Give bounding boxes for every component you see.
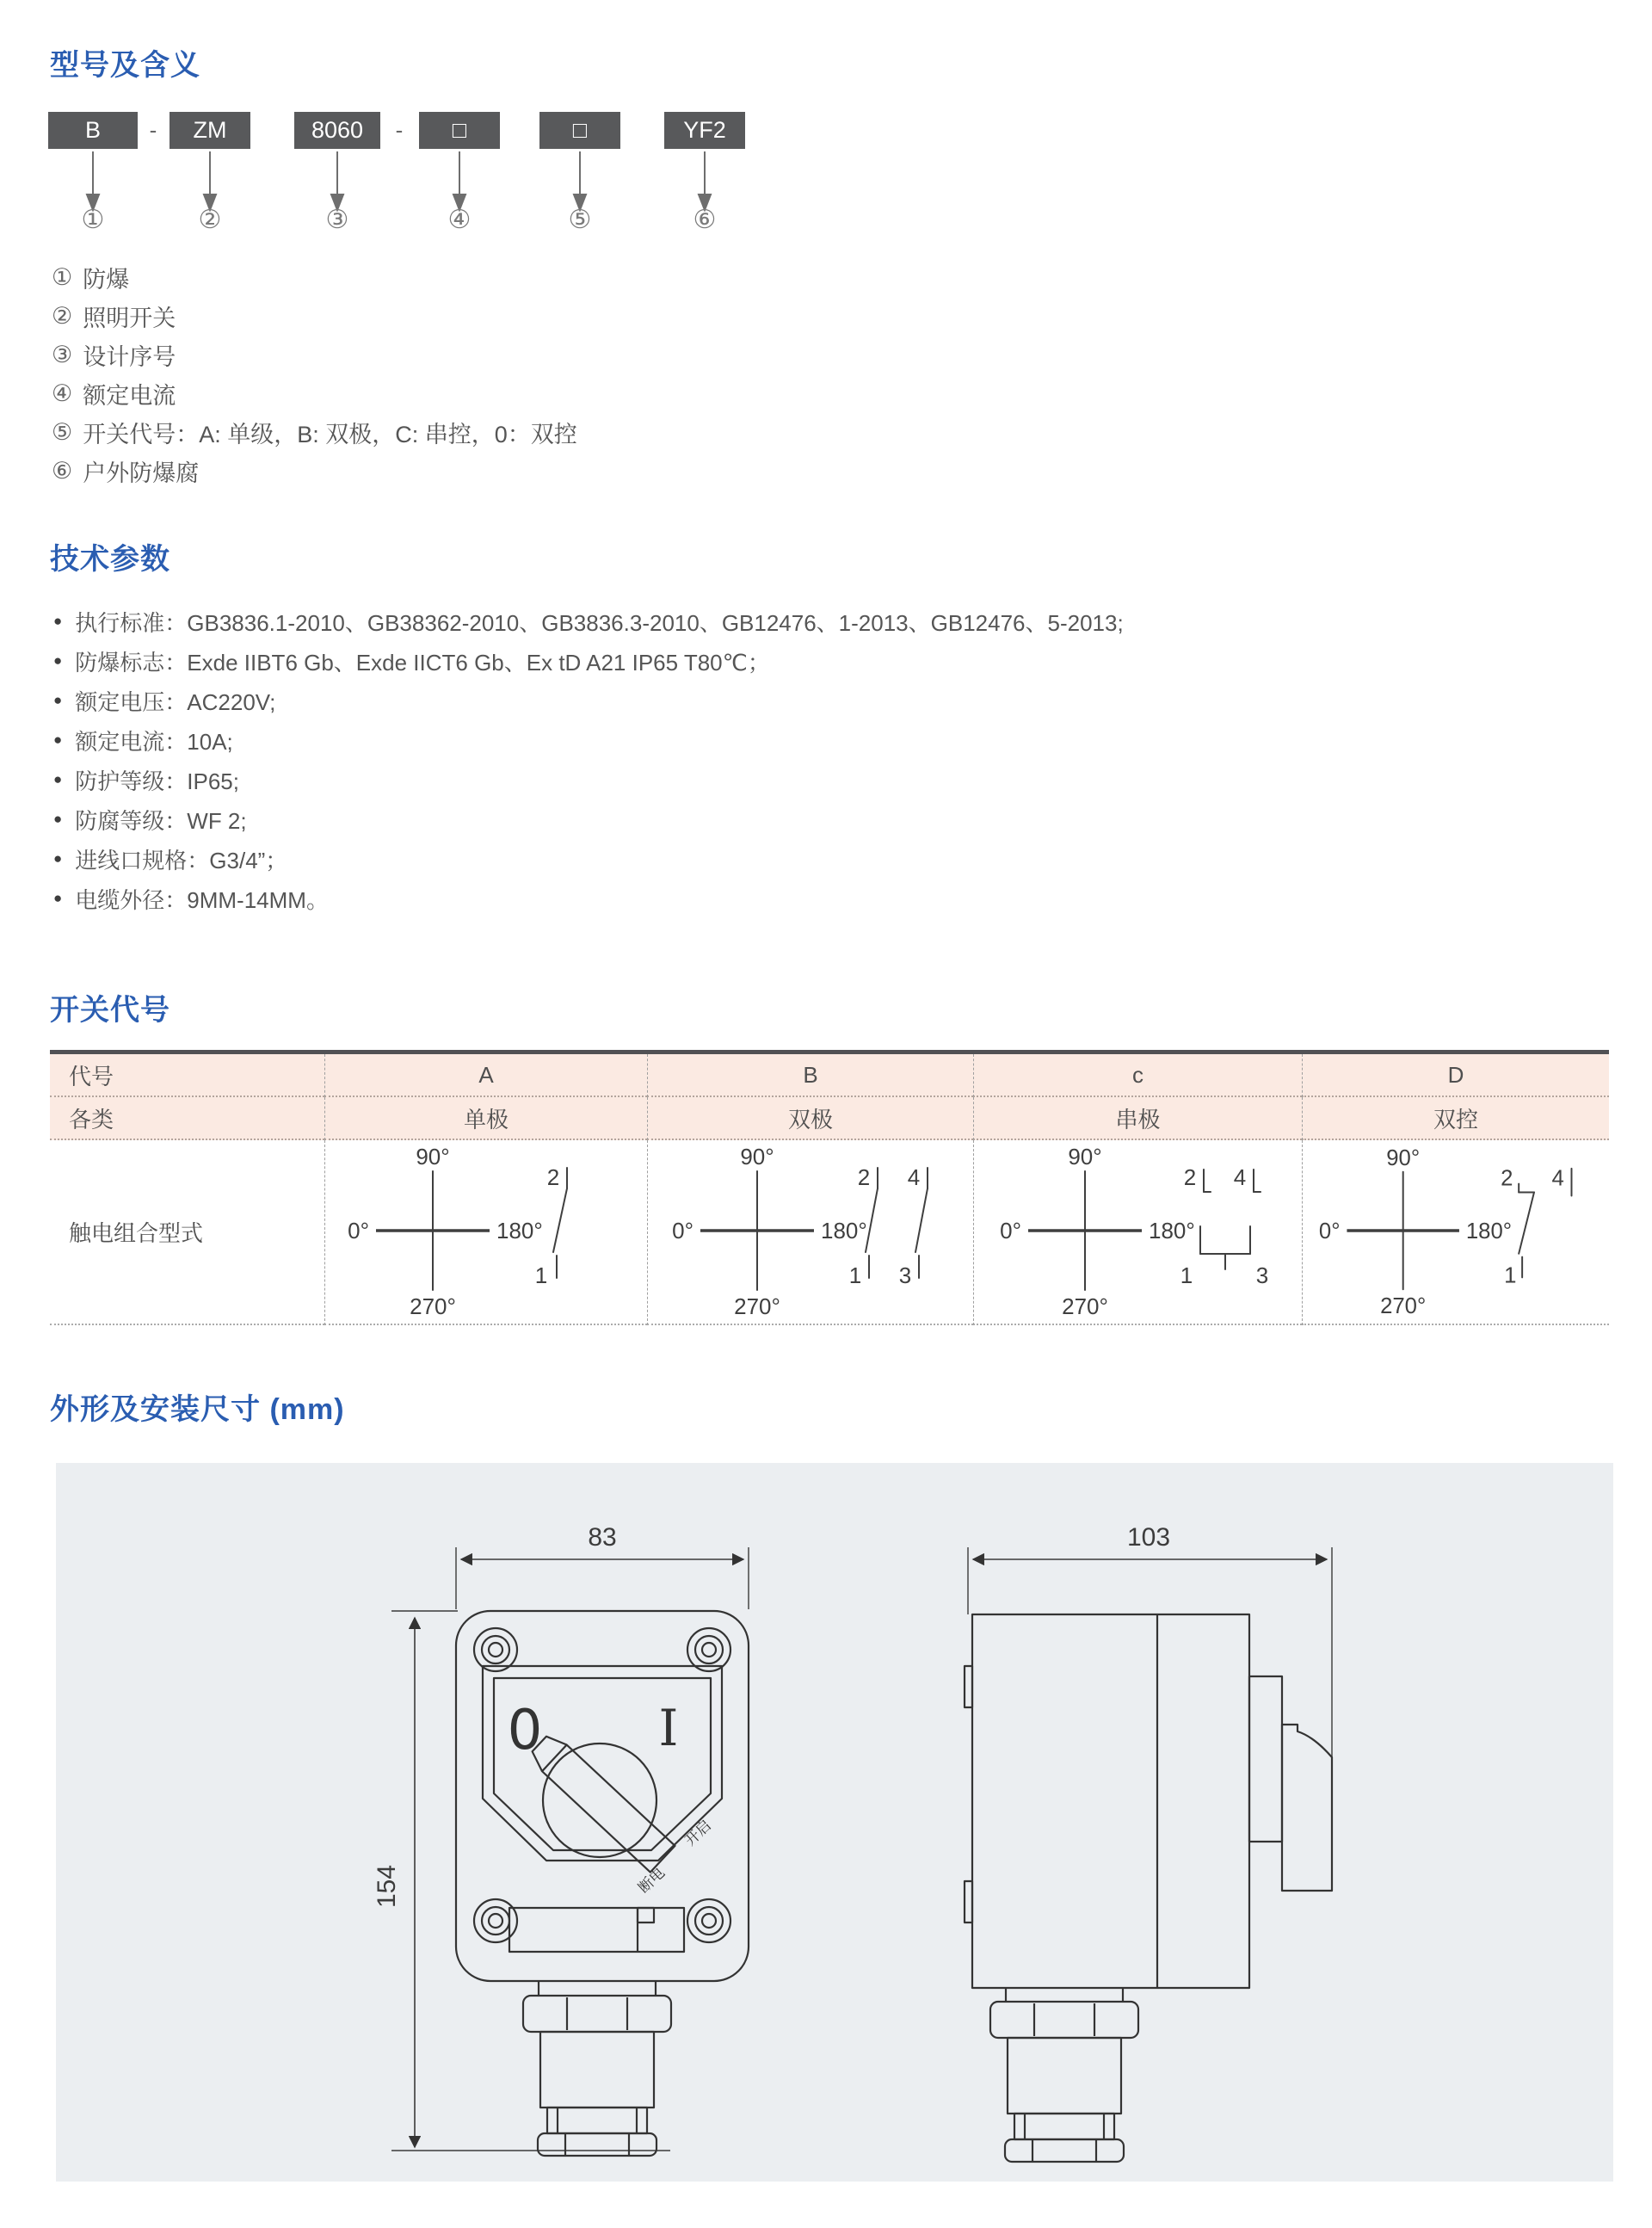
model-box-4: □ [419,112,500,149]
bullet-icon: ● [53,652,63,669]
knob-hub-side [1249,1676,1282,1842]
side-width-dim: 103 [1126,1523,1171,1552]
compass-270: 270° [1380,1293,1427,1318]
model-item-text: 额定电流 [83,383,176,409]
bullet-icon: ● [53,692,63,708]
knob-label-off: 断电 [635,1864,669,1897]
compass-180: 180° [821,1218,867,1244]
contact-terminal: 3 [1255,1262,1268,1288]
switch-code-table [50,1050,1609,1325]
compass-90: 90° [1067,1144,1102,1170]
tech-bullet-3 [53,683,275,718]
model-box-2: ZM [170,112,250,149]
model-item-2 [52,297,176,336]
callout-2: ② [198,206,222,234]
mount-tab [965,1666,972,1707]
compass-180: 180° [1148,1218,1195,1244]
compass-270: 270° [410,1293,456,1319]
contact-diagram-a [324,1140,647,1325]
contact-diagram-c [973,1140,1302,1325]
table-header-c: c [973,1054,1302,1097]
table-type-label: 各类 [50,1097,324,1140]
compass-180: 180° [1465,1219,1513,1244]
contact-terminal: 4 [907,1164,921,1190]
contact-diagram-b [647,1140,973,1325]
front-width-dim: 83 [588,1523,617,1552]
side-view [965,1523,1332,2162]
table-diagram-label: 触电组合型式 [50,1140,324,1325]
callout-5: ⑤ [568,206,592,234]
corner-screw-icon [687,1899,730,1942]
section-title-switch: 开关代号 [50,994,170,1027]
tech-bullet-8 [53,881,329,916]
front-view [373,1523,749,2156]
tech-bullet-text: 防腐等级：WF 2; [75,807,247,834]
tech-bullet-1 [53,604,1124,639]
model-item-num: ① [52,264,73,290]
model-item-num: ⑥ [52,458,73,484]
corner-screw-icon [687,1628,730,1671]
contact-terminal: 1 [1504,1263,1517,1288]
model-item-num: ③ [52,342,73,367]
name-plate [509,1908,684,1952]
down-arrow-icons [0,151,774,212]
tech-bullet-2 [53,644,770,678]
contact-terminal: 1 [534,1262,548,1288]
compass-0: 0° [348,1218,369,1244]
contact-terminal: 1 [848,1262,862,1288]
table-type-d: 双控 [1302,1097,1609,1140]
model-dash-1: - [149,117,157,143]
rotary-knob-icon [543,1744,656,1857]
contact-terminal: 2 [857,1164,871,1190]
model-item-text: 户外防爆腐 [83,460,200,486]
contact-terminal: 4 [1551,1166,1564,1191]
dimension-drawing-panel [56,1463,1613,2182]
bullet-icon: ● [53,890,63,906]
tech-bullet-5 [53,762,239,797]
mount-tab [965,1881,972,1922]
model-item-num: ④ [52,380,73,406]
switch-position-off: 0 [507,1699,543,1762]
compass-270: 270° [734,1293,780,1319]
model-item-num: ② [52,303,73,329]
model-item-text: 防爆 [83,267,130,293]
compass-0: 0° [999,1218,1021,1244]
model-item-6 [52,452,199,491]
model-box-6: YF2 [664,112,745,149]
callout-6: ⑥ [693,206,717,234]
section-title-dimensions: 外形及安装尺寸 (mm) [50,1393,345,1426]
tech-bullet-text: 执行标准：GB3836.1-2010、GB38362-2010、GB3836.3-2010、GB12476、1-2013、GB12476、5-2013; [75,609,1124,636]
bullet-icon: ● [53,850,63,867]
tech-bullet-text: 防爆标志：Exde IIBT6 Gb、Exde IICT6 Gb、Ex tD A21 IP65 T80℃； [75,649,770,676]
bullet-icon: ● [53,811,63,827]
contact-terminal: 1 [1180,1262,1193,1288]
tech-bullet-text: 防护等级：IP65; [75,768,239,794]
model-item-num: ⑤ [52,419,73,445]
tech-bullet-text: 进线口规格：G3/4”； [75,847,288,873]
bullet-icon: ● [53,613,63,629]
model-item-text: 设计序号 [83,344,176,370]
contact-diagram-d [1302,1140,1609,1325]
bullet-icon: ● [53,771,63,787]
contact-terminal: 2 [1501,1166,1513,1191]
compass-90: 90° [1386,1145,1421,1170]
callout-1: ① [81,206,105,234]
contact-terminal: 2 [546,1164,560,1190]
bullet-icon: ● [53,731,63,748]
compass-0: 0° [1318,1219,1341,1244]
tech-bullet-4 [53,723,233,757]
table-type-b: 双极 [647,1097,973,1140]
corner-screw-icon [474,1628,517,1671]
compass-90: 90° [416,1144,450,1170]
model-item-3 [52,336,176,374]
tech-bullet-6 [53,802,247,836]
compass-270: 270° [1061,1293,1108,1319]
tech-bullet-text: 额定电流：10A; [75,728,233,755]
corner-screw-icon [474,1899,517,1942]
table-header-d: D [1302,1054,1609,1097]
model-item-5 [52,413,577,452]
table-type-a: 单极 [324,1097,647,1140]
callout-3: ③ [325,206,349,234]
model-box-1: B [48,112,138,149]
table-type-c: 串极 [973,1097,1302,1140]
knob-handle-side [1282,1725,1332,1891]
compass-180: 180° [496,1218,543,1244]
tech-bullet-text: 电缆外径：9MM-14MM。 [75,886,329,913]
knob-label-on: 开启 [681,1817,715,1849]
model-item-4 [52,374,176,413]
switch-position-on: I [658,1699,679,1757]
callout-4: ④ [447,206,472,234]
dimension-drawing [56,1463,1613,2182]
section-title-tech: 技术参数 [50,543,170,576]
front-height-dim: 154 [373,1864,401,1909]
model-dash-2: - [395,117,404,143]
compass-0: 0° [672,1218,693,1244]
model-box-5: □ [539,112,620,149]
model-item-text: 开关代号：A: 单级，B: 双极，C: 串控，0：双控 [83,422,577,447]
contact-terminal: 4 [1233,1164,1246,1190]
table-header-a: A [324,1054,647,1097]
section-title-model: 型号及含义 [50,49,200,82]
table-header-code: 代号 [50,1054,324,1097]
model-item-1 [52,258,129,297]
tech-bullet-text: 额定电压：AC220V; [75,688,276,715]
model-item-text: 照明开关 [83,306,176,331]
contact-terminal: 3 [898,1262,912,1288]
compass-90: 90° [740,1144,774,1170]
contact-terminal: 2 [1183,1164,1196,1190]
cable-gland-front [523,1981,671,2156]
model-box-3: 8060 [294,112,380,149]
cable-gland-side [990,1988,1138,2162]
tech-bullet-7 [53,842,287,876]
table-header-b: B [647,1054,973,1097]
